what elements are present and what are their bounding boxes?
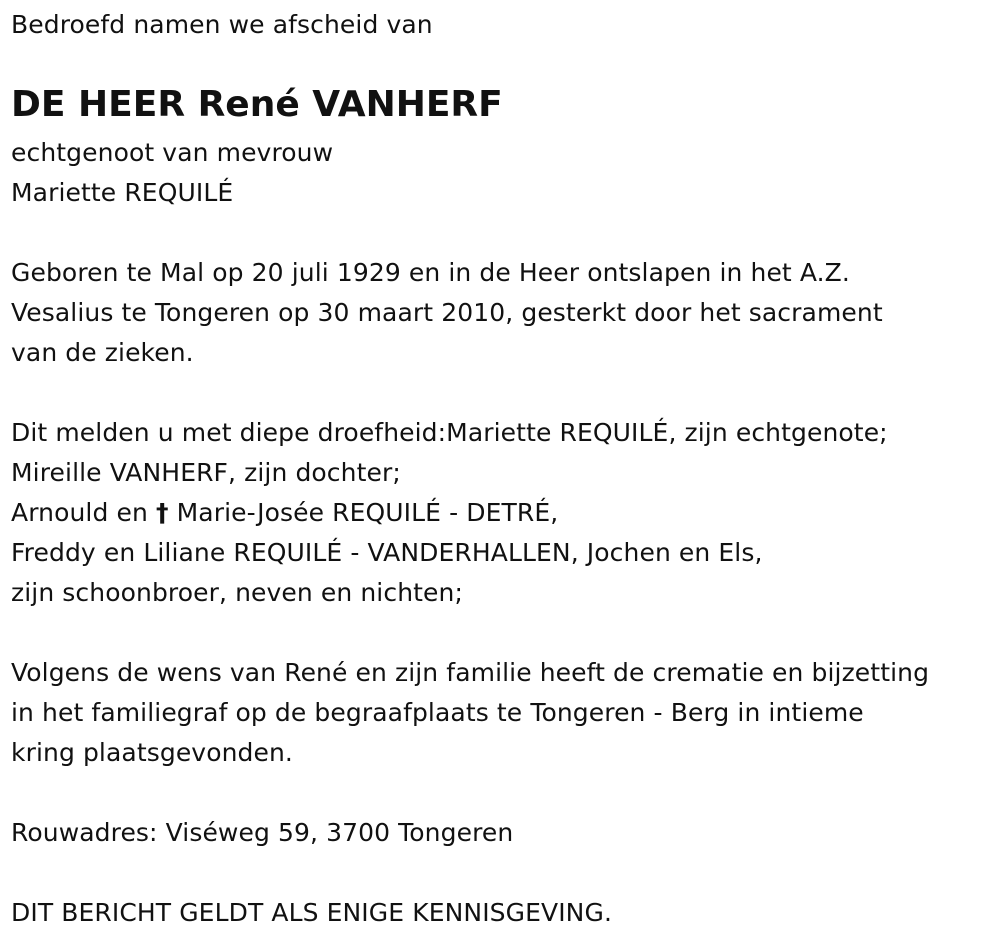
birth-death-line: Geboren te Mal op 20 juli 1929 en in de Heer ontslapen in het A.Z.: [11, 258, 850, 287]
deceased-name: DE HEER René VANHERF: [11, 84, 503, 125]
family-line-prefix: Arnould en: [11, 498, 148, 527]
cremation-line: Volgens de wens van René en zijn familie heeft de crematie en bijzetting: [11, 658, 930, 687]
birth-death-line: van de zieken.: [11, 338, 194, 367]
family-line: [11, 493, 558, 533]
family-line: Dit melden u met diepe droefheid:Mariette REQUILÉ, zijn echtgenote;: [11, 418, 888, 447]
cremation-line: in het familiegraf op de begraafplaats te Tongeren - Berg in intieme: [11, 698, 864, 727]
cross-icon: †: [155, 498, 169, 527]
spouse-line-2: Mariette REQUILÉ: [11, 178, 234, 207]
birth-death-line: Vesalius te Tongeren op 30 maart 2010, gesterkt door het sacrament: [11, 298, 883, 327]
spouse-line-1: echtgenoot van mevrouw: [11, 138, 334, 167]
mourning-address: Rouwadres: Viséweg 59, 3700 Tongeren: [11, 818, 514, 847]
family-line: zijn schoonbroer, neven en nichten;: [11, 578, 463, 607]
intro-text: Bedroefd namen we afscheid van: [11, 10, 433, 39]
family-line: Freddy en Liliane REQUILÉ - VANDERHALLEN, Jochen en Els,: [11, 538, 763, 567]
family-line: Mireille VANHERF, zijn dochter;: [11, 458, 401, 487]
cremation-line: kring plaatsgevonden.: [11, 738, 293, 767]
family-line-suffix: Marie-Josée REQUILÉ - DETRÉ,: [176, 498, 559, 527]
closing-statement: DIT BERICHT GELDT ALS ENIGE KENNISGEVING.: [11, 898, 612, 927]
